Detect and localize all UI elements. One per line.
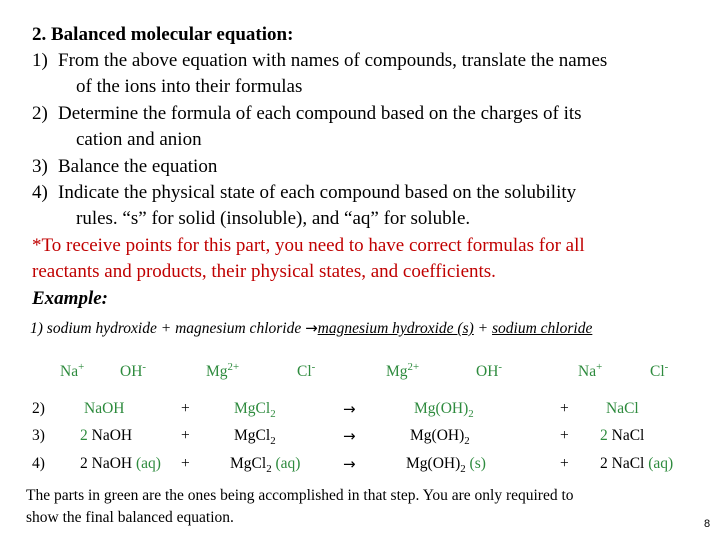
- row-4-term-2: MgCl$_2$ (aq): [230, 455, 301, 476]
- word-equation: [30, 319, 592, 338]
- step-4-num: 4): [32, 182, 48, 203]
- step-3-num: 3): [32, 156, 48, 177]
- footer-note-line-1: The parts in green are the ones being accomplished in that step. You are only required to: [26, 487, 574, 504]
- step-2-num: 2): [32, 103, 48, 124]
- row-3-term-1: 2 NaOH: [80, 427, 133, 444]
- points-note-line-2: reactants and products, their physical states, and coefficients.: [32, 261, 496, 282]
- row-4-plus-1: +: [181, 455, 190, 472]
- step-1-line-1: From the above equation with names of compounds, translate the names: [58, 50, 608, 71]
- word-eq-plus-2: +: [477, 320, 489, 337]
- row-3-num: 3): [32, 427, 45, 444]
- row-3-term-3: $Mg(OH)_2$: [410, 427, 470, 448]
- word-eq-product-1: magnesium hydroxide (s): [317, 320, 474, 337]
- ion-na-1: Na+: [60, 360, 85, 380]
- row-3-plus-1: +: [181, 427, 190, 444]
- word-eq-num: 1): [30, 320, 43, 337]
- row-4-term-4: 2 NaCl (aq): [600, 455, 674, 472]
- step-1-line-2: of the ions into their formulas: [76, 76, 303, 97]
- row-2-arrow-icon: →: [343, 400, 356, 418]
- row-2-term-2: MgCl$_2$: [234, 400, 276, 421]
- row-3-term-4: 2 NaCl: [600, 427, 645, 444]
- row-2-num: 2): [32, 400, 45, 417]
- row-4-term-1: 2 NaOH (aq): [80, 455, 161, 472]
- section-heading: 2. Balanced molecular equation:: [32, 24, 294, 45]
- ion-cl-1: Cl-: [297, 360, 316, 380]
- ion-na-2: Na+: [578, 360, 603, 380]
- row-4-term-3: $Mg(OH)_2$ (s): [406, 455, 486, 476]
- footer-note-line-2: show the final balanced equation.: [26, 509, 234, 526]
- row-3-plus-2: +: [560, 427, 569, 444]
- step-2-line-1: Determine the formula of each compound based on the charges of its: [58, 103, 582, 124]
- row-3-arrow-icon: →: [343, 427, 356, 445]
- ion-cl-2: Cl-: [650, 360, 669, 380]
- word-eq-plus-1: +: [160, 320, 172, 337]
- step-2-line-2: cation and anion: [76, 129, 202, 150]
- step-3-line-1: Balance the equation: [58, 156, 218, 177]
- row-2-term-1: NaOH: [84, 400, 125, 417]
- row-2-term-3: $Mg(OH)_2$: [414, 400, 474, 421]
- points-note-line-1: *To receive points for this part, you need to have correct formulas for all: [32, 235, 585, 256]
- example-label: Example:: [32, 288, 108, 309]
- row-4-plus-2: +: [560, 455, 569, 472]
- ion-mg-2: $Mg^{2+}$: [386, 360, 420, 380]
- page-number: 8: [704, 518, 711, 530]
- row-4-arrow-icon: →: [343, 455, 356, 473]
- row-3-term-2: MgCl$_2$: [234, 427, 276, 448]
- row-2-term-4: NaCl: [606, 400, 639, 417]
- step-4-line-2: rules. “s” for solid (insoluble), and “aq” for soluble.: [76, 208, 471, 229]
- step-4-line-1: Indicate the physical state of each compound based on the solubility: [58, 182, 577, 203]
- word-eq-reactant-2: magnesium chloride: [175, 320, 302, 337]
- word-eq-reactant-1: sodium hydroxide: [46, 320, 157, 337]
- ion-oh-1: OH-: [120, 360, 147, 380]
- word-eq-arrow-icon: →: [305, 319, 318, 337]
- ion-mg-1: $Mg^{2+}$: [206, 360, 240, 380]
- row-2-plus-2: +: [560, 400, 569, 417]
- word-eq-product-2: sodium chloride: [492, 320, 593, 337]
- step-1-num: 1): [32, 50, 48, 71]
- row-2-plus-1: +: [181, 400, 190, 417]
- ion-oh-2: OH-: [476, 360, 503, 380]
- row-4-num: 4): [32, 455, 45, 472]
